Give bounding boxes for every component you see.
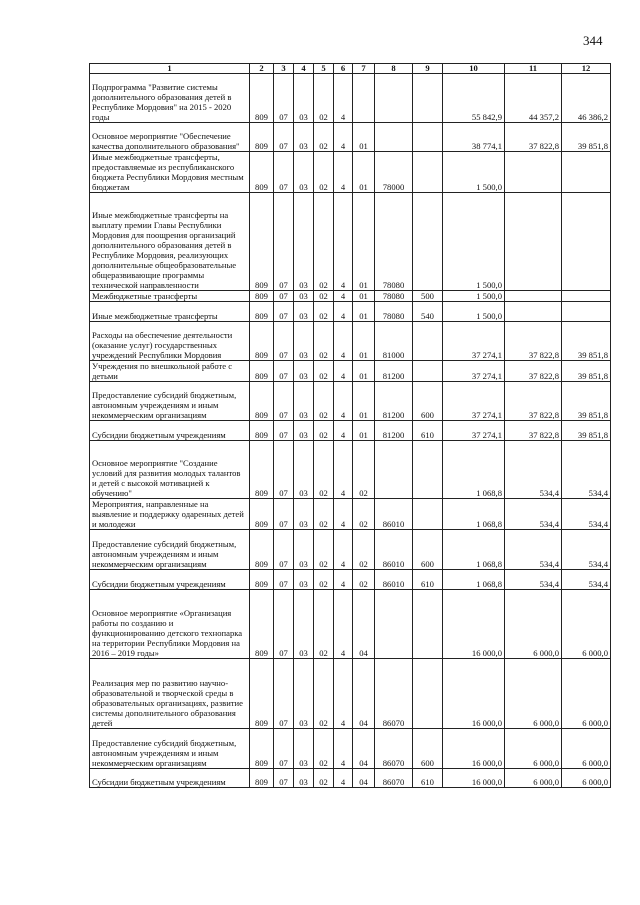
table-header [90, 64, 611, 74]
program-cell: 02 [314, 570, 334, 590]
amount-2019-cell: 37 822,8 [505, 382, 562, 421]
amount-2020-cell: 6 000,0 [562, 659, 611, 729]
table-row [90, 590, 611, 659]
event-cell: 04 [353, 659, 375, 729]
expense-type-cell [413, 322, 443, 361]
column-header: 7 [353, 64, 375, 74]
column-header: 8 [375, 64, 413, 74]
column-header: 4 [294, 64, 314, 74]
subsection-cell: 03 [294, 421, 314, 441]
amount-2020-cell [562, 302, 611, 322]
direction-cell: 81200 [375, 382, 413, 421]
amount-2020-cell: 39 851,8 [562, 322, 611, 361]
program-cell: 02 [314, 302, 334, 322]
row-name-cell: Предоставление субсидий бюджетным, автономным учреждениям и иным некоммерческим организациям [90, 729, 250, 769]
section-cell: 07 [274, 74, 294, 123]
program-cell: 02 [314, 152, 334, 193]
amount-2018-cell: 1 068,8 [443, 570, 505, 590]
amount-2018-cell: 37 274,1 [443, 382, 505, 421]
table-row [90, 729, 611, 769]
amount-2018-cell: 37 274,1 [443, 361, 505, 382]
event-cell: 02 [353, 441, 375, 499]
amount-2019-cell: 534,4 [505, 499, 562, 530]
amount-2019-cell: 6 000,0 [505, 590, 562, 659]
amount-2020-cell [562, 291, 611, 302]
section-cell: 07 [274, 769, 294, 788]
table-row [90, 530, 611, 570]
table-row [90, 152, 611, 193]
table-row [90, 441, 611, 499]
direction-cell: 81200 [375, 361, 413, 382]
subprogram-cell: 4 [334, 659, 353, 729]
row-name-cell: Учреждения по внешкольной работе с детьми [90, 361, 250, 382]
grbs-code-cell: 809 [250, 769, 274, 788]
amount-2018-cell: 37 274,1 [443, 421, 505, 441]
amount-2019-cell: 44 357,2 [505, 74, 562, 123]
event-cell [353, 74, 375, 123]
row-name-cell: Основное мероприятие «Организация работы по созданию и функционированию детского технопарка на территории Республики Мордовия на 2016 – 2019 годы» [90, 590, 250, 659]
direction-cell [375, 590, 413, 659]
event-cell: 02 [353, 499, 375, 530]
subsection-cell: 03 [294, 441, 314, 499]
program-cell: 02 [314, 659, 334, 729]
table-row [90, 193, 611, 291]
subsection-cell: 03 [294, 152, 314, 193]
table-row [90, 123, 611, 152]
event-cell: 01 [353, 123, 375, 152]
direction-cell: 81200 [375, 421, 413, 441]
amount-2018-cell: 1 500,0 [443, 193, 505, 291]
grbs-code-cell: 809 [250, 659, 274, 729]
expense-type-cell [413, 659, 443, 729]
direction-cell: 81000 [375, 322, 413, 361]
row-name-cell: Реализация мер по развитию научно-образовательной и творческой среды в образовательных организациях, развитие системы дополнительного образования детей [90, 659, 250, 729]
direction-cell: 86070 [375, 659, 413, 729]
subprogram-cell: 4 [334, 322, 353, 361]
row-name-cell: Субсидии бюджетным учреждениям [90, 570, 250, 590]
table-row [90, 291, 611, 302]
program-cell: 02 [314, 74, 334, 123]
subprogram-cell: 4 [334, 570, 353, 590]
event-cell: 04 [353, 590, 375, 659]
amount-2019-cell: 6 000,0 [505, 659, 562, 729]
program-cell: 02 [314, 421, 334, 441]
subprogram-cell: 4 [334, 421, 353, 441]
grbs-code-cell: 809 [250, 499, 274, 530]
row-name-cell: Мероприятия, направленные на выявление и поддержку одаренных детей и молодежи [90, 499, 250, 530]
amount-2019-cell: 534,4 [505, 530, 562, 570]
subsection-cell: 03 [294, 302, 314, 322]
column-header: 2 [250, 64, 274, 74]
subprogram-cell: 4 [334, 769, 353, 788]
event-cell: 01 [353, 152, 375, 193]
row-name-cell: Межбюджетные трансферты [90, 291, 250, 302]
amount-2018-cell: 1 068,8 [443, 441, 505, 499]
expense-type-cell: 500 [413, 291, 443, 302]
budget-table [89, 63, 611, 788]
amount-2018-cell: 16 000,0 [443, 769, 505, 788]
amount-2019-cell: 37 822,8 [505, 123, 562, 152]
program-cell: 02 [314, 441, 334, 499]
expense-type-cell: 600 [413, 382, 443, 421]
event-cell: 02 [353, 570, 375, 590]
amount-2019-cell [505, 193, 562, 291]
grbs-code-cell: 809 [250, 123, 274, 152]
section-cell: 07 [274, 322, 294, 361]
table-row [90, 499, 611, 530]
subsection-cell: 03 [294, 729, 314, 769]
table-row [90, 382, 611, 421]
column-header: 5 [314, 64, 334, 74]
amount-2018-cell: 16 000,0 [443, 590, 505, 659]
subprogram-cell: 4 [334, 729, 353, 769]
amount-2020-cell: 534,4 [562, 570, 611, 590]
subsection-cell: 03 [294, 659, 314, 729]
expense-type-cell: 600 [413, 729, 443, 769]
row-name-cell: Субсидии бюджетным учреждениям [90, 769, 250, 788]
amount-2018-cell: 1 500,0 [443, 291, 505, 302]
amount-2018-cell: 16 000,0 [443, 729, 505, 769]
subprogram-cell: 4 [334, 441, 353, 499]
subprogram-cell: 4 [334, 291, 353, 302]
expense-type-cell: 600 [413, 530, 443, 570]
expense-type-cell [413, 441, 443, 499]
amount-2020-cell: 39 851,8 [562, 382, 611, 421]
amount-2018-cell: 38 774,1 [443, 123, 505, 152]
column-header: 12 [562, 64, 611, 74]
amount-2019-cell: 37 822,8 [505, 361, 562, 382]
direction-cell: 86070 [375, 769, 413, 788]
direction-cell [375, 441, 413, 499]
amount-2020-cell: 534,4 [562, 499, 611, 530]
grbs-code-cell: 809 [250, 441, 274, 499]
program-cell: 02 [314, 382, 334, 421]
table-row [90, 769, 611, 788]
table-row [90, 361, 611, 382]
amount-2020-cell: 6 000,0 [562, 769, 611, 788]
program-cell: 02 [314, 590, 334, 659]
grbs-code-cell: 809 [250, 590, 274, 659]
amount-2018-cell: 37 274,1 [443, 322, 505, 361]
expense-type-cell [413, 74, 443, 123]
section-cell: 07 [274, 441, 294, 499]
event-cell: 01 [353, 322, 375, 361]
subprogram-cell: 4 [334, 193, 353, 291]
event-cell: 01 [353, 421, 375, 441]
amount-2020-cell: 39 851,8 [562, 421, 611, 441]
section-cell: 07 [274, 570, 294, 590]
subsection-cell: 03 [294, 382, 314, 421]
amount-2020-cell [562, 193, 611, 291]
amount-2020-cell: 6 000,0 [562, 590, 611, 659]
expense-type-cell: 540 [413, 302, 443, 322]
row-name-cell: Иные межбюджетные трансферты на выплату премии Главы Республики Мордовия для поощрения организаций дополнительного образования детей в Республике Мордовия, реализующих дополнительные общеобразовательные общеразвивающие программы технической направленности [90, 193, 250, 291]
subsection-cell: 03 [294, 291, 314, 302]
grbs-code-cell: 809 [250, 729, 274, 769]
section-cell: 07 [274, 382, 294, 421]
event-cell: 04 [353, 729, 375, 769]
expense-type-cell [413, 361, 443, 382]
table-row [90, 570, 611, 590]
program-cell: 02 [314, 361, 334, 382]
program-cell: 02 [314, 729, 334, 769]
grbs-code-cell: 809 [250, 530, 274, 570]
event-cell: 01 [353, 361, 375, 382]
amount-2018-cell: 1 068,8 [443, 499, 505, 530]
section-cell: 07 [274, 421, 294, 441]
section-cell: 07 [274, 152, 294, 193]
direction-cell: 78080 [375, 193, 413, 291]
amount-2019-cell: 534,4 [505, 570, 562, 590]
subsection-cell: 03 [294, 193, 314, 291]
amount-2019-cell [505, 291, 562, 302]
grbs-code-cell: 809 [250, 193, 274, 291]
program-cell: 02 [314, 769, 334, 788]
row-name-cell: Субсидии бюджетным учреждениям [90, 421, 250, 441]
program-cell: 02 [314, 291, 334, 302]
table-row [90, 74, 611, 123]
subsection-cell: 03 [294, 74, 314, 123]
amount-2019-cell [505, 152, 562, 193]
subprogram-cell: 4 [334, 123, 353, 152]
section-cell: 07 [274, 729, 294, 769]
row-name-cell: Иные межбюджетные трансферты, предоставляемые из республиканского бюджета Республики Мордовия местным бюджетам [90, 152, 250, 193]
table-row [90, 659, 611, 729]
amount-2020-cell: 46 386,2 [562, 74, 611, 123]
subsection-cell: 03 [294, 499, 314, 530]
grbs-code-cell: 809 [250, 302, 274, 322]
subsection-cell: 03 [294, 530, 314, 570]
amount-2018-cell: 1 500,0 [443, 302, 505, 322]
grbs-code-cell: 809 [250, 421, 274, 441]
subprogram-cell: 4 [334, 74, 353, 123]
subprogram-cell: 4 [334, 499, 353, 530]
column-header: 3 [274, 64, 294, 74]
program-cell: 02 [314, 193, 334, 291]
direction-cell [375, 123, 413, 152]
event-cell: 04 [353, 769, 375, 788]
amount-2018-cell: 1 068,8 [443, 530, 505, 570]
row-name-cell: Подпрограмма "Развитие системы дополнительного образования детей в Республике Мордовия" на 2015 - 2020 годы [90, 74, 250, 123]
amount-2019-cell: 37 822,8 [505, 322, 562, 361]
subprogram-cell: 4 [334, 590, 353, 659]
amount-2019-cell: 6 000,0 [505, 769, 562, 788]
program-cell: 02 [314, 530, 334, 570]
row-name-cell: Предоставление субсидий бюджетным, автономным учреждениям и иным некоммерческим организациям [90, 530, 250, 570]
amount-2020-cell: 39 851,8 [562, 361, 611, 382]
table-body [90, 74, 611, 788]
column-header: 6 [334, 64, 353, 74]
expense-type-cell: 610 [413, 570, 443, 590]
direction-cell: 86010 [375, 499, 413, 530]
expense-type-cell [413, 123, 443, 152]
section-cell: 07 [274, 590, 294, 659]
page-number: 344 [583, 33, 603, 48]
row-name-cell: Основное мероприятие "Обеспечение качества дополнительного образования" [90, 123, 250, 152]
program-cell: 02 [314, 123, 334, 152]
grbs-code-cell: 809 [250, 291, 274, 302]
section-cell: 07 [274, 361, 294, 382]
amount-2019-cell: 37 822,8 [505, 421, 562, 441]
column-header: 9 [413, 64, 443, 74]
direction-cell: 86010 [375, 570, 413, 590]
table-row [90, 421, 611, 441]
direction-cell: 86010 [375, 530, 413, 570]
expense-type-cell [413, 590, 443, 659]
grbs-code-cell: 809 [250, 382, 274, 421]
event-cell: 01 [353, 291, 375, 302]
amount-2019-cell: 6 000,0 [505, 729, 562, 769]
grbs-code-cell: 809 [250, 74, 274, 123]
grbs-code-cell: 809 [250, 152, 274, 193]
subsection-cell: 03 [294, 769, 314, 788]
expense-type-cell: 610 [413, 421, 443, 441]
direction-cell [375, 74, 413, 123]
expense-type-cell [413, 193, 443, 291]
direction-cell: 78080 [375, 291, 413, 302]
event-cell: 01 [353, 382, 375, 421]
amount-2018-cell: 16 000,0 [443, 659, 505, 729]
subprogram-cell: 4 [334, 361, 353, 382]
subsection-cell: 03 [294, 570, 314, 590]
column-header: 10 [443, 64, 505, 74]
grbs-code-cell: 809 [250, 322, 274, 361]
table-row [90, 302, 611, 322]
section-cell: 07 [274, 193, 294, 291]
subsection-cell: 03 [294, 590, 314, 659]
subsection-cell: 03 [294, 123, 314, 152]
amount-2019-cell [505, 302, 562, 322]
amount-2020-cell: 39 851,8 [562, 123, 611, 152]
expense-type-cell [413, 499, 443, 530]
subprogram-cell: 4 [334, 152, 353, 193]
amount-2020-cell [562, 152, 611, 193]
amount-2020-cell: 534,4 [562, 441, 611, 499]
program-cell: 02 [314, 322, 334, 361]
section-cell: 07 [274, 123, 294, 152]
direction-cell: 78000 [375, 152, 413, 193]
event-cell: 01 [353, 193, 375, 291]
amount-2018-cell: 1 500,0 [443, 152, 505, 193]
section-cell: 07 [274, 302, 294, 322]
amount-2018-cell: 55 842,9 [443, 74, 505, 123]
direction-cell: 86070 [375, 729, 413, 769]
subsection-cell: 03 [294, 361, 314, 382]
amount-2020-cell: 6 000,0 [562, 729, 611, 769]
event-cell: 01 [353, 302, 375, 322]
program-cell: 02 [314, 499, 334, 530]
subprogram-cell: 4 [334, 382, 353, 421]
subprogram-cell: 4 [334, 530, 353, 570]
direction-cell: 78080 [375, 302, 413, 322]
column-header: 11 [505, 64, 562, 74]
expense-type-cell [413, 152, 443, 193]
section-cell: 07 [274, 530, 294, 570]
subsection-cell: 03 [294, 322, 314, 361]
row-name-cell: Предоставление субсидий бюджетным, автономным учреждениям и иным некоммерческим организациям [90, 382, 250, 421]
amount-2020-cell: 534,4 [562, 530, 611, 570]
event-cell: 02 [353, 530, 375, 570]
section-cell: 07 [274, 659, 294, 729]
column-header: 1 [90, 64, 250, 74]
expense-type-cell: 610 [413, 769, 443, 788]
grbs-code-cell: 809 [250, 570, 274, 590]
section-cell: 07 [274, 499, 294, 530]
table-row [90, 322, 611, 361]
amount-2019-cell: 534,4 [505, 441, 562, 499]
row-name-cell: Иные межбюджетные трансферты [90, 302, 250, 322]
grbs-code-cell: 809 [250, 361, 274, 382]
subprogram-cell: 4 [334, 302, 353, 322]
row-name-cell: Расходы на обеспечение деятельности (оказание услуг) государственных учреждений Республики Мордовия [90, 322, 250, 361]
row-name-cell: Основное мероприятие "Создание условий для развития молодых талантов и детей с высокой мотивацией к обучению" [90, 441, 250, 499]
section-cell: 07 [274, 291, 294, 302]
